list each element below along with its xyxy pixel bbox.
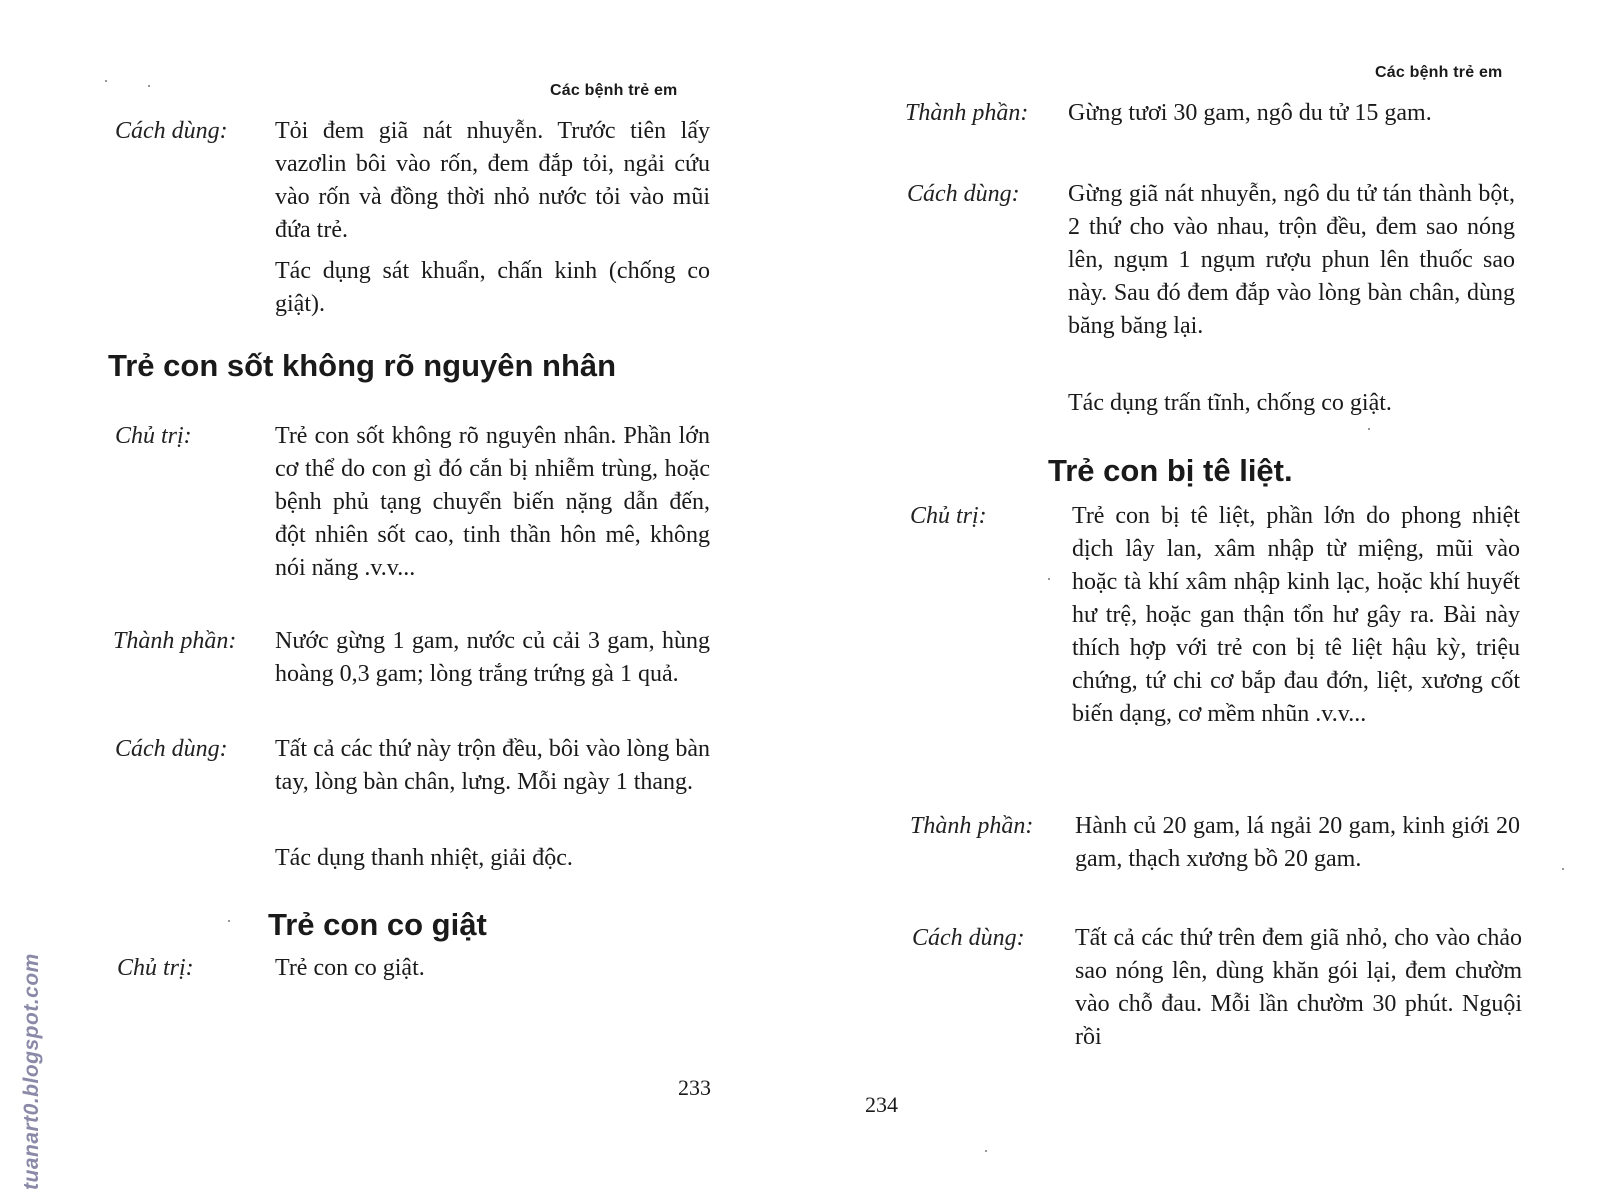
entry-text: Hành củ 20 gam, lá ngải 20 gam, kinh giới 20 gam, thạch xương bồ 20 gam. xyxy=(1075,813,1520,872)
entry-label: Chủ trị: xyxy=(117,955,194,981)
effect-text: Tác dụng trấn tĩnh, chống co giật. xyxy=(1068,390,1392,416)
section-heading: Trẻ con co giật xyxy=(268,907,487,942)
entry-text: Nước gừng 1 gam, nước củ cải 3 gam, hùng hoàng 0,3 gam; lòng trắng trứng gà 1 quả. xyxy=(275,628,710,687)
page-number: 233 xyxy=(678,1075,711,1100)
scan-speck xyxy=(1562,868,1564,870)
effect-text: Tác dụng sát khuẩn, chấn kinh (chống co giật). xyxy=(275,258,710,317)
entry-label: Cách dùng: xyxy=(912,925,1025,951)
entry-text: Trẻ con sốt không rõ nguyên nhân. Phần lớn cơ thể do con gì đó cắn bị nhiễm trùng, hoặc bệnh phủ tạng chuyển biến nặng dẫn đến, đột nhiên sốt cao, tinh thần hôn mê, không nói năng .v.v... xyxy=(275,423,710,581)
section-heading: Trẻ con bị tê liệt. xyxy=(1048,453,1293,488)
page-number: 234 xyxy=(865,1092,898,1117)
entry-text: Tất cả các thứ này trộn đều, bôi vào lòng bàn tay, lòng bàn chân, lưng. Mỗi ngày 1 thang. xyxy=(275,736,710,795)
entry-text: Gừng giã nát nhuyễn, ngô du tử tán thành bột, 2 thứ cho vào nhau, trộn đều, đem sao nóng lên, ngụm 1 ngụm rượu phun lên thuốc sao này. Sau đó đem đắp vào lòng bàn chân, dùng băng băng lại. xyxy=(1068,181,1515,339)
entry-label: Cách dùng: xyxy=(115,736,228,762)
section-heading: Trẻ con sốt không rõ nguyên nhân xyxy=(108,348,617,383)
entry-label: Thành phần: xyxy=(905,100,1029,126)
scan-speck xyxy=(985,1150,987,1152)
effect-text: Tác dụng thanh nhiệt, giải độc. xyxy=(275,845,573,871)
scan-speck xyxy=(148,85,150,87)
entry-text: Trẻ con co giật. xyxy=(275,955,425,981)
entry-label: Thành phần: xyxy=(910,813,1034,839)
entry-text: Trẻ con bị tê liệt, phần lớn do phong nhiệt dịch lây lan, xâm nhập từ miệng, mũi vào hoặc tà khí xâm nhập kinh lạc, hoặc khí huyết hư trệ, hoặc gan thận tổn hư gây ra. Bài này thích hợp với trẻ con bị tê liệt hậu kỳ, triệu chứng, tứ chi cơ bắp đau đớn, liệt, xương cốt biến dạng, cơ mềm nhũn .v.v... xyxy=(1072,503,1520,727)
entry-text: Tỏi đem giã nát nhuyễn. Trước tiên lấy vazơlin bôi vào rốn, đem đắp tỏi, ngải cứu vào rốn và đồng thời nhỏ nước tỏi vào mũi đứa trẻ. xyxy=(275,118,710,243)
right-page xyxy=(800,0,1600,1200)
entry-label: Chủ trị: xyxy=(910,503,987,529)
entry-text: Gừng tươi 30 gam, ngô du tử 15 gam. xyxy=(1068,100,1432,126)
running-head: Các bệnh trẻ em xyxy=(550,82,678,99)
entry-label: Thành phần: xyxy=(113,628,237,654)
entry-label: Chủ trị: xyxy=(115,423,192,449)
scan-speck xyxy=(1048,578,1050,580)
entry-label: Cách dùng: xyxy=(115,118,228,144)
entry-text: Tất cả các thứ trên đem giã nhỏ, cho vào chảo sao nóng lên, dùng khăn gói lại, đem chườm vào chỗ đau. Mỗi lần chườm 30 phút. Nguội rồi xyxy=(1075,925,1522,1050)
entry-label: Cách dùng: xyxy=(907,181,1020,207)
scan-speck xyxy=(228,920,230,922)
watermark: tuanart0.blogspot.com xyxy=(20,953,43,1190)
scan-speck xyxy=(105,80,107,82)
scan-speck xyxy=(1368,428,1370,430)
running-head: Các bệnh trẻ em xyxy=(1375,64,1503,81)
